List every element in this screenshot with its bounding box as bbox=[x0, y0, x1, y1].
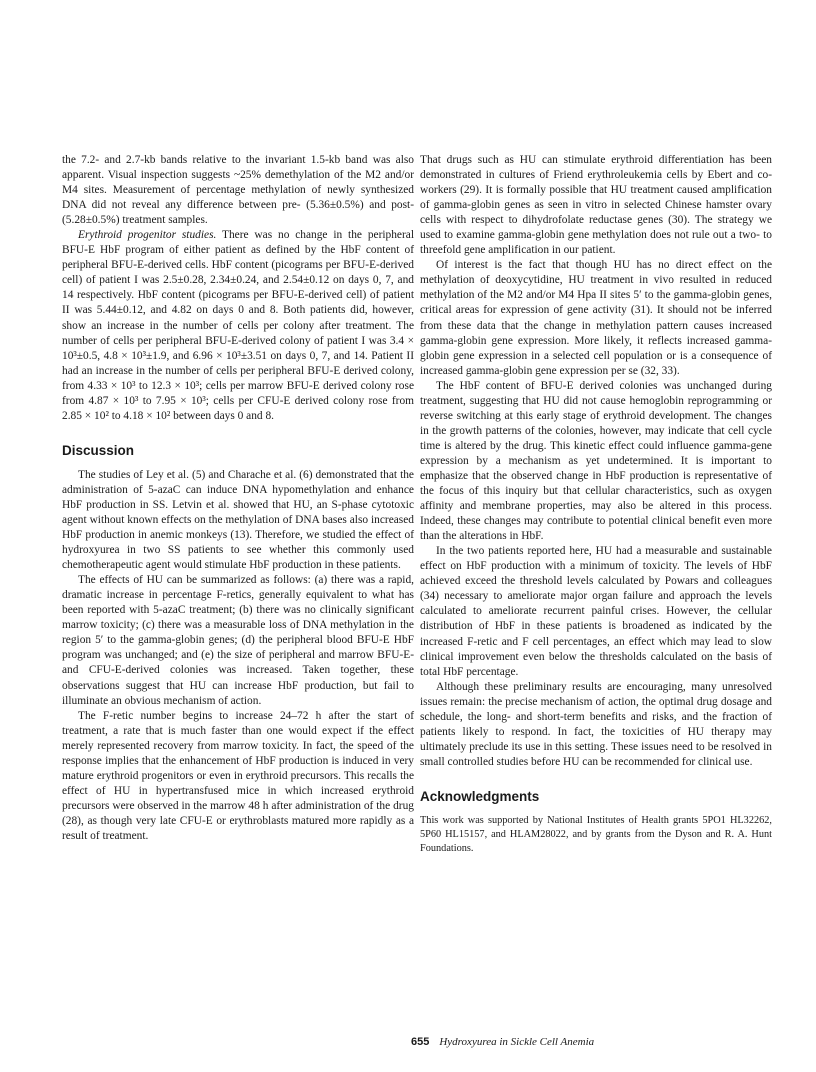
discussion-paragraph-1: The studies of Ley et al. (5) and Charache et al. (6) demonstrated that the administration of 5-azaC can induce DNA hypomethylation and enhance HbF production in SS. Letvin et al. showed that HU, an S-phase cytotoxic agent without known effects on the methylation of DNA bases also increased HbF production in anemic monkeys (13). Therefore, we studied the effect of hydroxyurea in two SS patients to see whether this commonly used chemotherapeutic agent would stimulate HbF production in these patients. bbox=[62, 468, 414, 572]
discussion-paragraph-4: That drugs such as HU can stimulate erythroid differentiation has been demonstrated in cultures of Friend erythroleukemia cells by Ebert and co-workers (29). It is formally possible that HU treatment caused amplification of gamma-globin genes as seen in vitro in selected Chinese hamster ovary cells with respect to dihydrofolate reductase genes (30). The strategy we used to examine gamma-globin gene methylation does not rule out a two- to threefold gene amplification in our patient. bbox=[420, 154, 772, 257]
section-heading-acknowledgments: Acknowledgments bbox=[420, 788, 540, 804]
results-paragraph-erythroid-progenitor bbox=[62, 228, 414, 424]
discussion-paragraph-2: The effects of HU can be summarized as follows: (a) there was a rapid, dramatic increase in percentage F-retics, generally equivalent to what has been reported with 5-azaC treatment; (b) there was no clinically significant marrow toxicity; (c) there was a measurable loss of DNA methylation in the region 5′ to the gamma-globin genes; (d) the peripheral blood BFU-E HbF program was unchanged; and (e) the size of peripheral and marrow BFU-E- and CFU-E-derived colonies was increased. Taken together, these observations suggest that HU can increase HbF production, but fail to illuminate an obvious mechanism of action. bbox=[62, 574, 414, 707]
run-in-heading: Erythroid progenitor studies. bbox=[78, 229, 217, 242]
page-footer bbox=[411, 1036, 594, 1048]
acknowledgments-text: This work was supported by National Institutes of Health grants 5PO1 HL32262, 5P60 HL15157, and HLAM28022, and by grants from the Dyson and R. A. Hunt Foundations. bbox=[420, 814, 772, 855]
section-heading-discussion: Discussion bbox=[62, 442, 135, 458]
discussion-paragraph-7: In the two patients reported here, HU had a measurable and sustainable effect on HbF production with a minimum of toxicity. The levels of HbF achieved exceed the threshold levels calculated by Powars and colleagues (34) necessary to ameliorate major organ failure and approach the levels calculated to ameliorate recurrent painful crises. However, the cellular distribution of HbF in these patients is broadened as indicated by the increased F-retic and F cell percentages, an effect which may lead to slow clinical improvement even below the thresholds calculated on the basis of total HbF percentage. bbox=[420, 545, 772, 678]
left-column bbox=[62, 153, 414, 844]
discussion-paragraph-3: The F-retic number begins to increase 24–72 h after the start of treatment, a rate that is much faster than one would expect if the effect merely represented recovery from marrow toxicity. In fact, the speed of the response implies that the enhancement of HbF production is induced in very mature erythroid progenitors or even in erythroid precursors. This recalls the effect of HU in hypertransfused mice in which increased erythroid precursors were observed in the marrow 48 h after administration of the drug (28), as though very late CFU-E or erythroblasts matured more rapidly as a result of treatment. bbox=[62, 709, 414, 842]
paragraph-body: There was no change in the peripheral BFU-E HbF program of either patient as defined by the HbF content of peripheral BFU-E-derived cells. HbF content (picograms per BFU-E-derived cell) of patient I was 2.5±0.28, 2.34±0.24, and 2.54±0.12 on days 0, 7, and 14 respectively. HbF content (picograms per BFU-E-derived cell) of patient II was 5.44±0.12, and 4.82 on days 0 and 8. Both patients did, however, show an increase in the number of cells per colony after treatment. The number of cells per peripheral BFU-E-derived colony of patient I was 3.4 × 10³±0.5, 4.8 × 10³±1.9, and 6.96 × 10³±3.51 on days 0, 7, and 14. Patient II had an increase in the number of cells per peripheral BFU-E derived colony, from 4.33 × 10³ to 12.3 × 10³; cells per marrow BFU-E derived colony rose from 4.87 × 10³ to 7.95 × 10³; cells per CFU-E derived colony rose from 2.85 × 10² to 4.18 × 10² between days 0 and 8. bbox=[62, 229, 414, 422]
results-paragraph-methylation: the 7.2- and 2.7-kb bands relative to the invariant 1.5-kb band was also apparent. Visual inspection suggests ~25% demethylation of the M2 and/or M4 sites. Measurement of percentage methylation of newly synthesized DNA did not reveal any difference between pre- (5.36±0.5%) and post- (5.28±0.5%) treatment samples. bbox=[62, 154, 414, 227]
right-column bbox=[420, 153, 772, 857]
discussion-paragraph-8: Although these preliminary results are encouraging, many unresolved issues remain: the precise mechanism of action, the optimal drug dosage and schedule, the long- and short-term benefits and risks, and the fraction of patients likely to respond. In fact, the toxicities of HU therapy may ultimately preclude its use in this setting. These issues need to be resolved in small controlled studies before HU can be recommended for clinical use. bbox=[420, 680, 772, 768]
page-number: 655 bbox=[411, 1036, 430, 1048]
discussion-paragraph-5: Of interest is the fact that though HU has no direct effect on the methylation of deoxycytidine, HU treatment in vivo resulted in reduced methylation of the M2 and/or M4 Hpa II sites 5′ to the gamma-globin genes, critical areas for expression of gene activity (31). It should not be inferred from these data that the change in methylation pattern causes increased gamma-globin gene expression. More likely, it reflects increased gamma-globin gene expression in a selected cell population or is a consequence of increased gamma-globin gene expression per se (32, 33). bbox=[420, 259, 772, 377]
discussion-paragraph-6: The HbF content of BFU-E derived colonies was unchanged during treatment, suggesting that HU did not cause hemoglobin reprogramming or reverse switching at this early stage of erythroid development. The changes in the growth patterns of the colonies, however, may indicate that cell cycle time is altered by the drug. This kinetic effect could influence gamma-gene expression by a mechanism as yet undetermined. It is important to emphasize that the observed change in HbF production is representative of the focus of this inquiry but that cellular characteristics, such as oxygen affinity and membrane properties, may also be altered in this process. Indeed, these changes may contribute to potential clinical benefit even more than the alterations in HbF. bbox=[420, 379, 772, 543]
running-title: Hydroxyurea in Sickle Cell Anemia bbox=[439, 1036, 595, 1048]
